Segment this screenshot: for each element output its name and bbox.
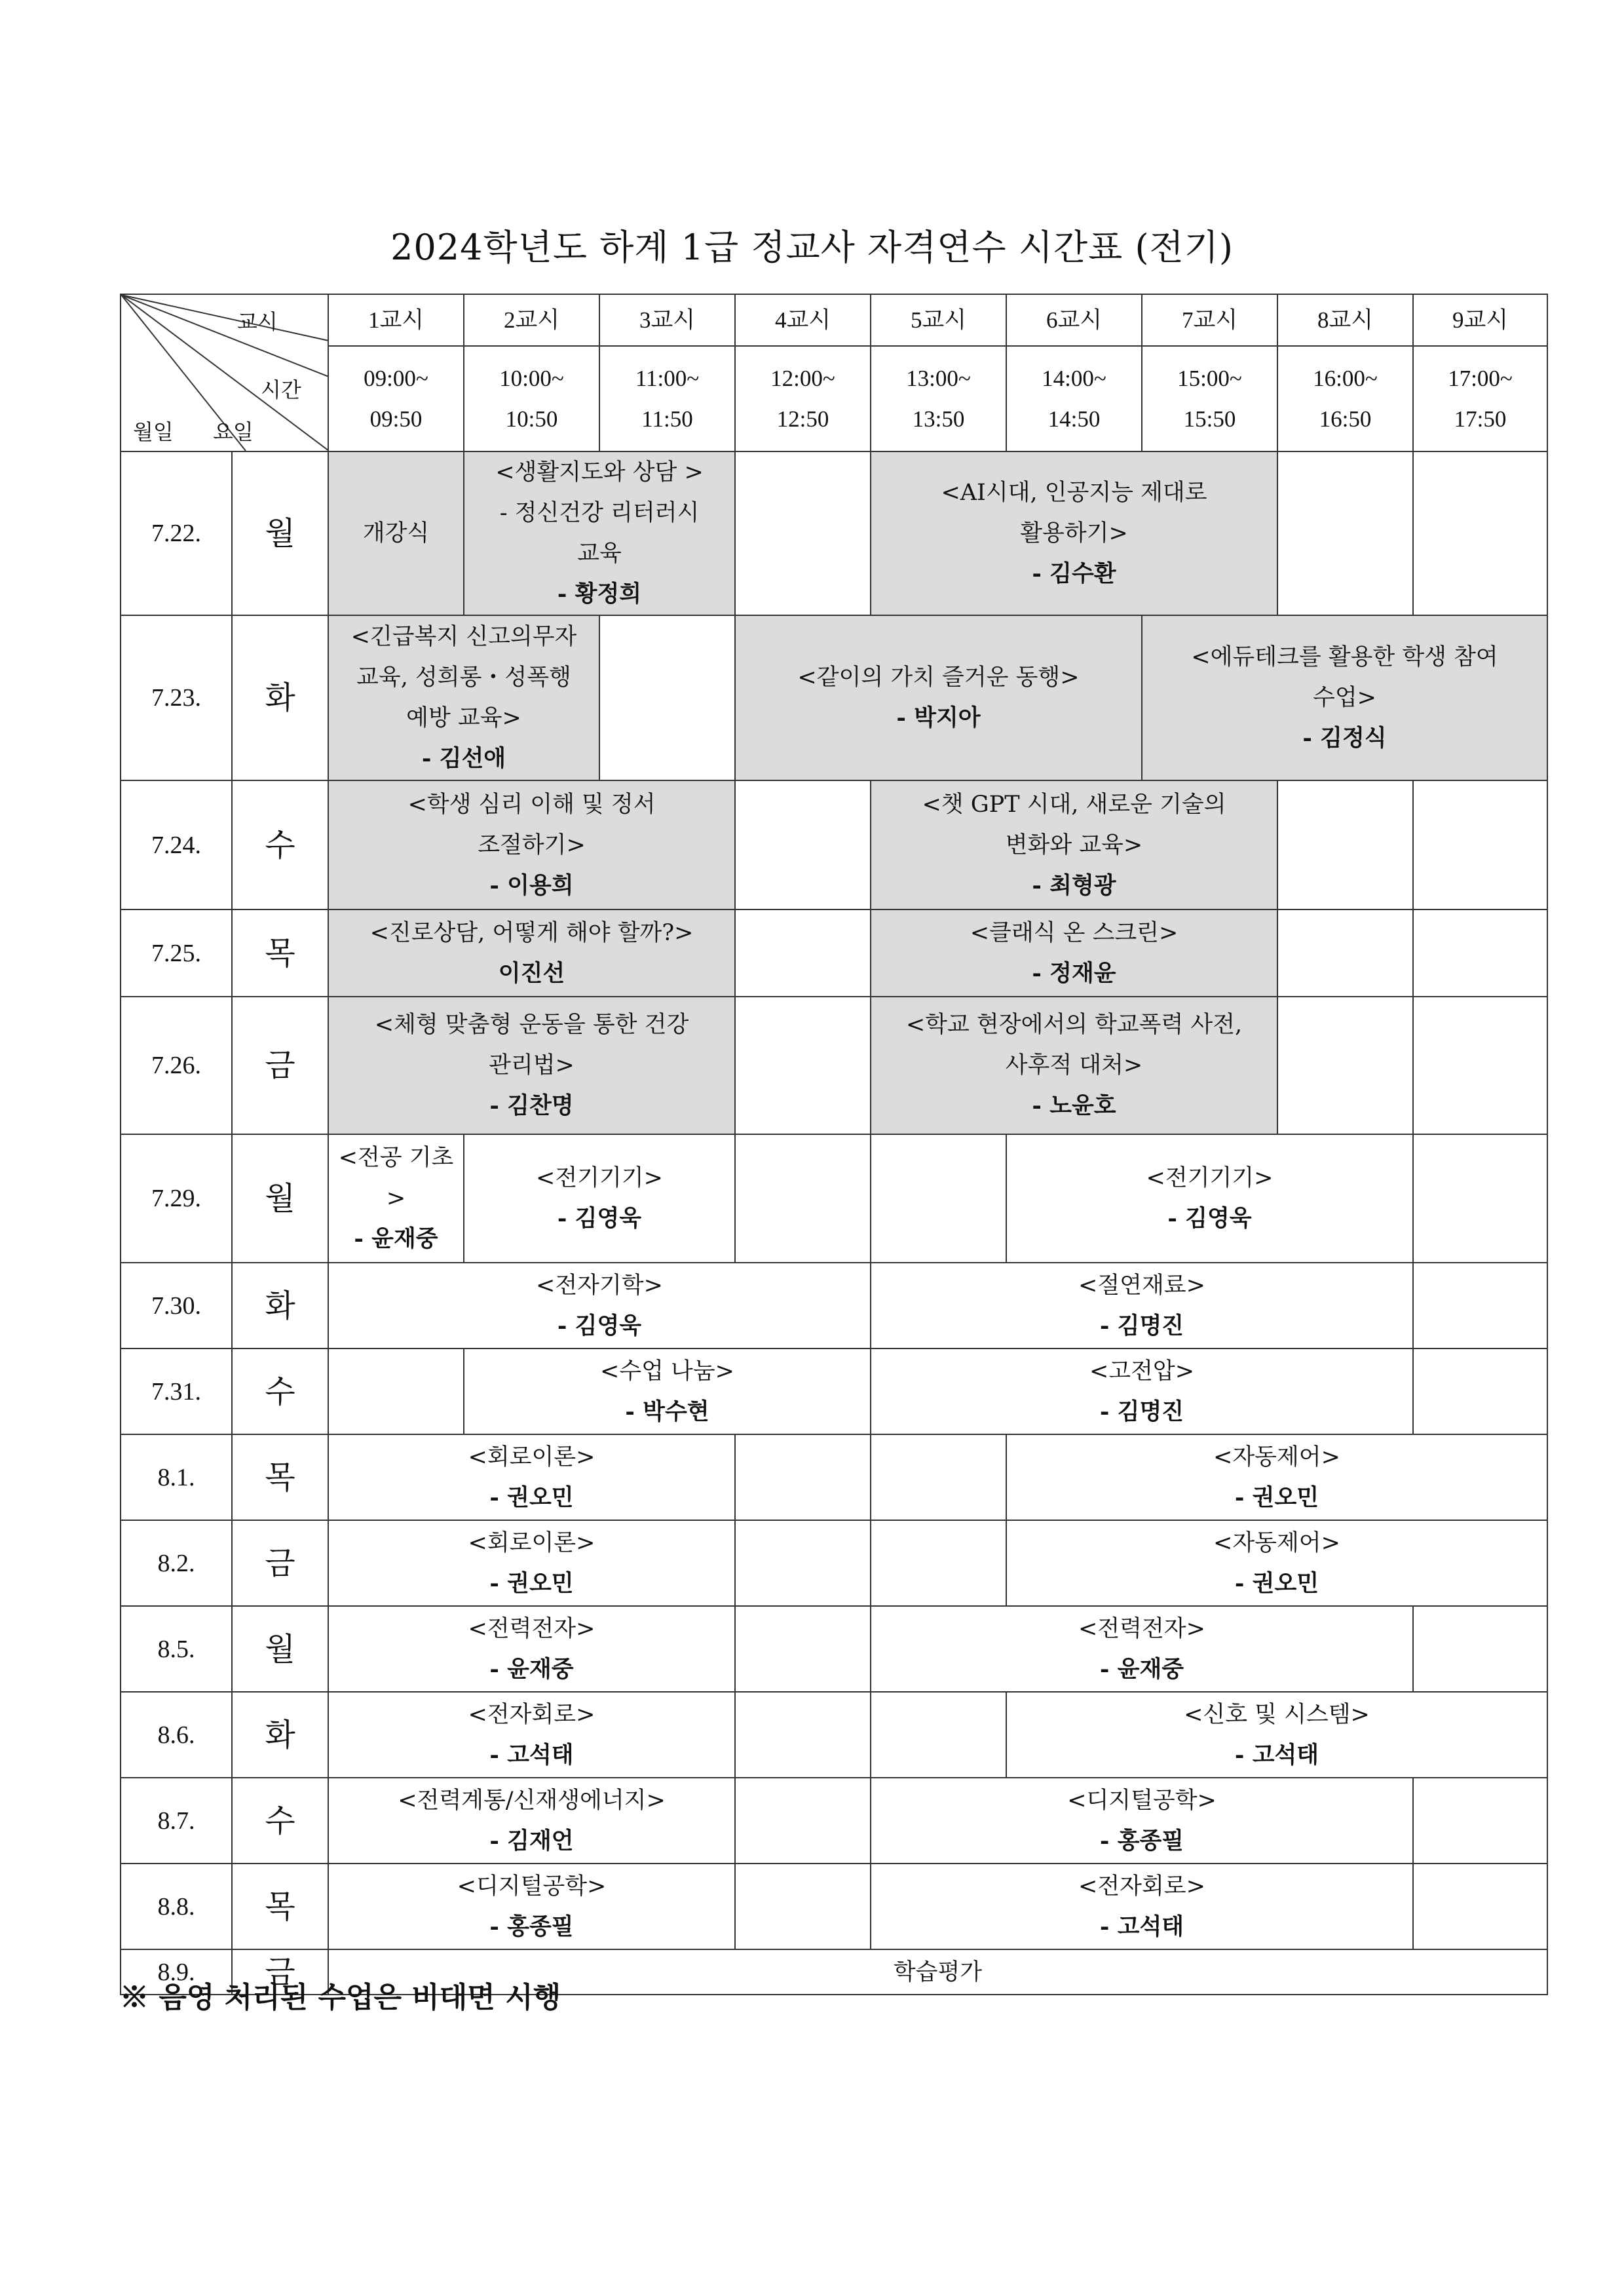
- session-title: 교육, 성희롱・성폭행: [356, 664, 571, 691]
- session-cell: [735, 615, 1142, 780]
- period-time: [464, 346, 599, 451]
- session-title: 관리법>: [489, 1052, 575, 1079]
- schedule-row: [121, 780, 1547, 909]
- empty-cell: [328, 1349, 464, 1434]
- session-lecturer: - 김선애: [421, 745, 506, 772]
- row-weekday: 월: [232, 1606, 328, 1692]
- period-time-start: 12:00~: [770, 365, 835, 391]
- period-time-start: 09:00~: [364, 365, 428, 391]
- period-header: 6교시: [1006, 294, 1142, 346]
- row-date: 7.26.: [121, 997, 232, 1134]
- empty-cell: [599, 615, 735, 780]
- session-title: <고전압>: [1089, 1358, 1195, 1385]
- schedule-row: [121, 451, 1547, 615]
- row-weekday: 월: [232, 1134, 328, 1263]
- period-time-start: 17:00~: [1448, 365, 1513, 391]
- session-title: <디지털공학>: [457, 1873, 607, 1900]
- session-cell: [328, 780, 735, 909]
- session-cell: [1006, 1692, 1547, 1778]
- row-date: 7.30.: [121, 1263, 232, 1349]
- session-title: <절연재료>: [1078, 1272, 1205, 1299]
- session-cell: [871, 780, 1277, 909]
- empty-cell: [1413, 1606, 1547, 1692]
- period-time-start: 10:00~: [499, 365, 564, 391]
- session-lecturer: - 김영욱: [1167, 1205, 1252, 1232]
- session-title: 사후적 대처>: [1005, 1052, 1143, 1079]
- empty-cell: [871, 1134, 1006, 1263]
- empty-cell: [1413, 909, 1547, 997]
- period-header: 1교시: [328, 294, 464, 346]
- session-lecturer: - 김찬명: [489, 1092, 574, 1119]
- session-title: <전자회로>: [1078, 1873, 1205, 1900]
- schedule-row: [121, 1263, 1547, 1349]
- row-date: 7.25.: [121, 909, 232, 997]
- empty-cell: [871, 1692, 1006, 1778]
- session-title: <에듀테크를 활용한 학생 참여: [1191, 644, 1498, 670]
- row-weekday: 화: [232, 615, 328, 780]
- row-weekday: 수: [232, 1778, 328, 1864]
- session-cell: [328, 615, 599, 780]
- session-lecturer: - 김재언: [489, 1827, 574, 1854]
- session-title: <회로이론>: [468, 1529, 595, 1556]
- session-title: <AI시대, 인공지능 제대로: [941, 480, 1207, 506]
- session-lecturer: - 홍종필: [489, 1913, 574, 1940]
- session-title: 예방 교육>: [406, 705, 521, 731]
- session-lecturer: - 김정식: [1302, 725, 1387, 752]
- row-weekday: 금: [232, 1520, 328, 1606]
- empty-cell: [735, 1520, 871, 1606]
- session-cell: [1142, 615, 1547, 780]
- session-title: <신호 및 시스템>: [1184, 1701, 1370, 1728]
- schedule-row: [121, 1349, 1547, 1434]
- period-time-end: 13:50: [912, 406, 965, 432]
- corner-date-label: 월일: [133, 419, 174, 444]
- session-cell: [328, 1606, 735, 1692]
- corner-period-label: 교시: [237, 309, 278, 334]
- session-cell: [328, 997, 735, 1134]
- empty-cell: [735, 780, 871, 909]
- schedule-row: [121, 1520, 1547, 1606]
- empty-cell: [1413, 1134, 1547, 1263]
- session-lecturer: - 김영욱: [557, 1205, 642, 1232]
- empty-cell: [1277, 909, 1413, 997]
- session-lecturer: - 홍종필: [1099, 1827, 1184, 1854]
- session-lecturer: - 황정희: [557, 581, 642, 607]
- session-cell: [328, 1434, 735, 1520]
- session-title: 활용하기>: [1020, 520, 1128, 546]
- header-corner: [121, 294, 328, 451]
- row-date: 8.8.: [121, 1864, 232, 1949]
- empty-cell: [735, 1134, 871, 1263]
- empty-cell: [1413, 1349, 1547, 1434]
- period-time: [1142, 346, 1277, 451]
- session-title: 교육: [577, 541, 622, 567]
- row-date: 8.5.: [121, 1606, 232, 1692]
- session-title: <학교 현장에서의 학교폭력 사전,: [905, 1012, 1243, 1038]
- session-title: <전자회로>: [468, 1701, 595, 1728]
- row-date: 7.31.: [121, 1349, 232, 1434]
- session-lecturer: - 정재윤: [1032, 959, 1116, 987]
- session-cell: [1006, 1434, 1547, 1520]
- schedule-row: [121, 1864, 1547, 1949]
- session-title: <전력계통/신재생에너지>: [398, 1787, 666, 1814]
- period-time-end: 11:50: [641, 406, 693, 432]
- row-weekday: 목: [232, 1864, 328, 1949]
- session-title: <전기기기>: [1146, 1165, 1274, 1191]
- period-time: [1277, 346, 1413, 451]
- session-title: <클래식 온 스크린>: [970, 919, 1179, 946]
- session-lecturer: - 노윤호: [1032, 1092, 1116, 1119]
- session-lecturer: - 이용희: [489, 871, 574, 899]
- empty-cell: [735, 909, 871, 997]
- empty-cell: [871, 1434, 1006, 1520]
- empty-cell: [735, 1692, 871, 1778]
- session-lecturer: - 권오민: [489, 1569, 574, 1597]
- session-lecturer: - 권오민: [489, 1483, 574, 1511]
- corner-weekday-label: 요일: [213, 419, 254, 444]
- session-cell: [871, 1864, 1413, 1949]
- session-lecturer: - 최형광: [1032, 871, 1116, 899]
- empty-cell: [1413, 1778, 1547, 1864]
- session-cell: [871, 1778, 1413, 1864]
- row-weekday: 금: [232, 997, 328, 1134]
- schedule-row: [121, 909, 1547, 997]
- session-title: <전기기기>: [536, 1165, 663, 1191]
- empty-cell: [1277, 997, 1413, 1134]
- row-date: 7.29.: [121, 1134, 232, 1263]
- row-date: 8.6.: [121, 1692, 232, 1778]
- session-lecturer: - 김영욱: [557, 1312, 642, 1339]
- session-cell: [328, 1134, 464, 1263]
- period-header: 5교시: [871, 294, 1006, 346]
- row-date: 7.23.: [121, 615, 232, 780]
- empty-cell: [871, 1520, 1006, 1606]
- row-date: 7.22.: [121, 451, 232, 615]
- row-date: 8.1.: [121, 1434, 232, 1520]
- session-title: <생활지도와 상담 >: [495, 459, 704, 486]
- timetable: [120, 294, 1548, 1995]
- period-time-start: 13:00~: [906, 365, 971, 391]
- session-title: <자동제어>: [1213, 1444, 1340, 1470]
- row-weekday: 금: [232, 1949, 328, 1995]
- period-time-end: 14:50: [1048, 406, 1101, 432]
- period-time: [1006, 346, 1142, 451]
- empty-cell: [1277, 780, 1413, 909]
- period-header: 4교시: [735, 294, 871, 346]
- schedule-row: [121, 1778, 1547, 1864]
- empty-cell: [735, 997, 871, 1134]
- session-cell: [871, 451, 1277, 615]
- session-title: <체형 맞춤형 운동을 통한 건강: [374, 1012, 689, 1038]
- period-header: 3교시: [599, 294, 735, 346]
- empty-cell: [1413, 1263, 1547, 1349]
- row-weekday: 화: [232, 1263, 328, 1349]
- session-title: <디지털공학>: [1067, 1787, 1217, 1814]
- empty-cell: [1413, 1864, 1547, 1949]
- period-time: [328, 346, 464, 451]
- row-weekday: 수: [232, 1349, 328, 1434]
- period-time-end: 09:50: [369, 406, 423, 432]
- session-title: <전공 기초>: [338, 1145, 454, 1212]
- session-cell: [328, 1864, 735, 1949]
- row-date: 8.9.: [121, 1949, 232, 1995]
- session-title: 변화와 교육>: [1005, 832, 1143, 858]
- session-lecturer: - 박지아: [896, 704, 981, 731]
- schedule-row: [121, 1134, 1547, 1263]
- session-title: <전력전자>: [468, 1615, 595, 1642]
- period-time-end: 15:50: [1183, 406, 1236, 432]
- row-date: 7.24.: [121, 780, 232, 909]
- session-title: 학습평가: [893, 1959, 983, 1985]
- session-lecturer: - 김명진: [1099, 1398, 1184, 1425]
- row-date: 8.7.: [121, 1778, 232, 1864]
- empty-cell: [735, 1778, 871, 1864]
- period-header: 7교시: [1142, 294, 1277, 346]
- period-time: [1413, 346, 1547, 451]
- period-time-row: [121, 346, 1547, 451]
- period-header-row: [121, 294, 1547, 346]
- session-cell: [871, 909, 1277, 997]
- empty-cell: [1413, 997, 1547, 1134]
- period-time: [599, 346, 735, 451]
- empty-cell: [735, 1434, 871, 1520]
- session-title: <전력전자>: [1078, 1615, 1205, 1642]
- period-header: 2교시: [464, 294, 599, 346]
- schedule-row: [121, 997, 1547, 1134]
- schedule-row: [121, 615, 1547, 780]
- empty-cell: [1277, 451, 1413, 615]
- session-title: <수업 나눔>: [599, 1358, 735, 1385]
- row-weekday: 수: [232, 780, 328, 909]
- session-title: <긴급복지 신고의무자: [350, 624, 577, 650]
- session-title: 조절하기>: [478, 832, 586, 858]
- empty-cell: [735, 1864, 871, 1949]
- row-weekday: 화: [232, 1692, 328, 1778]
- empty-cell: [1413, 780, 1547, 909]
- session-title: 개강식: [362, 520, 430, 546]
- row-weekday: 월: [232, 451, 328, 615]
- session-cell: [328, 1520, 735, 1606]
- session-cell: [328, 1692, 735, 1778]
- session-title: - 정신건강 리터러시: [499, 500, 700, 526]
- session-title: <진로상담, 어떻게 해야 할까?>: [369, 919, 694, 946]
- session-cell: [1006, 1520, 1547, 1606]
- empty-cell: [1413, 451, 1547, 615]
- session-lecturer: - 윤재중: [1099, 1655, 1184, 1683]
- schedule-row: [121, 1692, 1547, 1778]
- session-title: <자동제어>: [1213, 1529, 1340, 1556]
- session-cell: [464, 1134, 735, 1263]
- session-lecturer: - 권오민: [1234, 1569, 1319, 1597]
- session-title: 수업>: [1313, 685, 1376, 711]
- session-lecturer: - 김명진: [1099, 1312, 1184, 1339]
- session-title: <같이의 가치 즐거운 동행>: [797, 664, 1080, 691]
- session-cell: [871, 1349, 1413, 1434]
- session-cell: [871, 1606, 1413, 1692]
- session-title: <전자기학>: [536, 1272, 663, 1299]
- row-weekday: 목: [232, 1434, 328, 1520]
- period-time-end: 10:50: [505, 406, 558, 432]
- footnote: ※ 음영 처리된 수업은 비대면 시행: [120, 1981, 561, 2014]
- period-time-end: 16:50: [1319, 406, 1372, 432]
- session-lecturer: - 윤재중: [354, 1225, 438, 1252]
- period-header: 8교시: [1277, 294, 1413, 346]
- empty-cell: [735, 451, 871, 615]
- session-cell: [464, 1349, 871, 1434]
- schedule-row: [121, 1434, 1547, 1520]
- session-cell: [328, 909, 735, 997]
- row-weekday: 목: [232, 909, 328, 997]
- period-time-start: 16:00~: [1313, 365, 1378, 391]
- session-title: <학생 심리 이해 및 정서: [407, 791, 656, 818]
- session-lecturer: - 고석태: [1234, 1741, 1319, 1769]
- period-time-start: 15:00~: [1177, 365, 1242, 391]
- row-date: 8.2.: [121, 1520, 232, 1606]
- period-time-start: 14:00~: [1042, 365, 1106, 391]
- period-time: [871, 346, 1006, 451]
- session-cell: [328, 1263, 871, 1349]
- session-cell: [871, 997, 1277, 1134]
- period-header: 9교시: [1413, 294, 1547, 346]
- session-lecturer: - 권오민: [1234, 1483, 1319, 1511]
- period-time-start: 11:00~: [635, 365, 700, 391]
- session-cell: [328, 1778, 735, 1864]
- corner-time-label: 시간: [261, 377, 301, 402]
- empty-cell: [735, 1606, 871, 1692]
- session-lecturer: - 김수환: [1032, 560, 1116, 587]
- session-cell: [871, 1263, 1413, 1349]
- session-lecturer: - 고석태: [1099, 1913, 1184, 1940]
- session-lecturer: - 윤재중: [489, 1655, 574, 1683]
- session-cell: [1006, 1134, 1413, 1263]
- session-lecturer: - 박수현: [625, 1398, 709, 1425]
- period-time-end: 17:50: [1454, 406, 1507, 432]
- session-lecturer: - 고석태: [489, 1741, 574, 1769]
- session-title: <회로이론>: [468, 1444, 595, 1470]
- session-lecturer: 이진선: [498, 959, 565, 987]
- session-title: <챗 GPT 시대, 새로운 기술의: [922, 791, 1226, 818]
- session-cell: [328, 451, 464, 615]
- page-title: 2024학년도 하계 1급 정교사 자격연수 시간표 (전기): [390, 227, 1234, 268]
- session-cell: [464, 451, 735, 615]
- period-time: [735, 346, 871, 451]
- period-time-end: 12:50: [776, 406, 829, 432]
- schedule-row: [121, 1606, 1547, 1692]
